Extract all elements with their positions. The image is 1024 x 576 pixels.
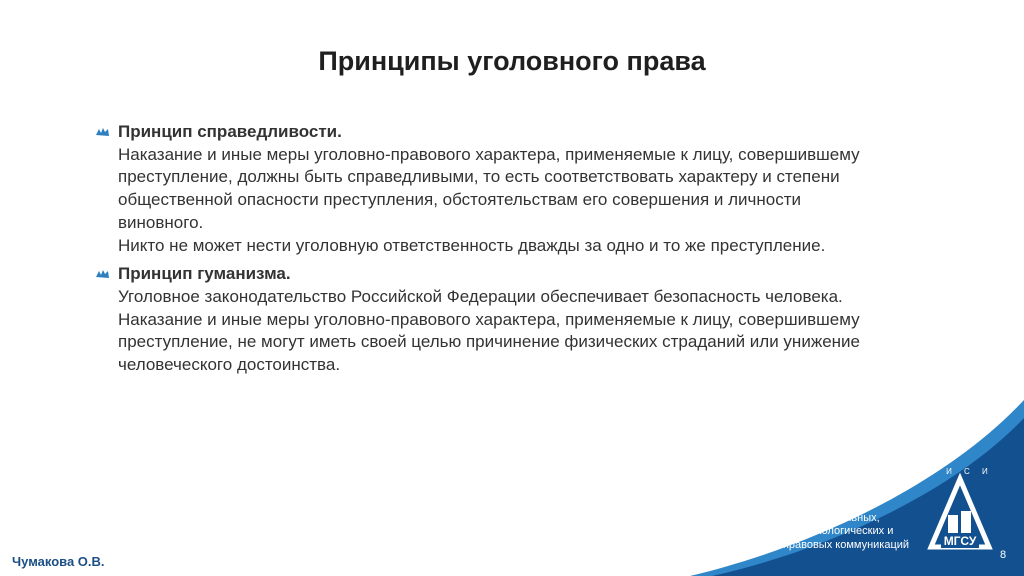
mgsu-logo: [925, 465, 995, 553]
bullet-paragraph: Никто не может нести уголовную ответственность дважды за одно и то же преступление.: [118, 235, 826, 255]
department-line: Кафедра: [822, 498, 870, 510]
department-line: Социальных,: [812, 511, 880, 524]
bullet-paragraph: Наказание и иные меры уголовно-правового характера, применяемые к лицу, совершившему преступление, не могут иметь своей целью причинение физических страданий или унижение человеческого достоинства.: [118, 309, 860, 375]
author-name: Чумакова О.В.: [12, 554, 105, 569]
bullet-heading: Принцип гуманизма.: [118, 264, 291, 284]
logo-top-text: М И С И: [927, 467, 993, 476]
slide-title: Принципы уголовного права: [318, 46, 706, 76]
bullet-paragraph: Наказание и иные меры уголовно-правового характера, применяемые к лицу, совершившему преступление, должны быть справедливыми, то есть соответствовать характеру и степени общественной опасности преступления, обстоятельствам его совершения и личности виновного.: [118, 144, 860, 232]
bullet-heading: Принцип справедливости.: [118, 122, 342, 141]
logo-bottom-text: МГСУ: [943, 534, 977, 548]
bullet-paragraph: Уголовное законодательство Российской Федерации обеспечивает безопасность человека.: [118, 286, 843, 306]
department-caption: [770, 498, 922, 552]
department-line: психологических и: [798, 525, 894, 537]
department-line: правовых коммуникаций: [782, 538, 910, 551]
page-number: 8: [1000, 549, 1007, 561]
